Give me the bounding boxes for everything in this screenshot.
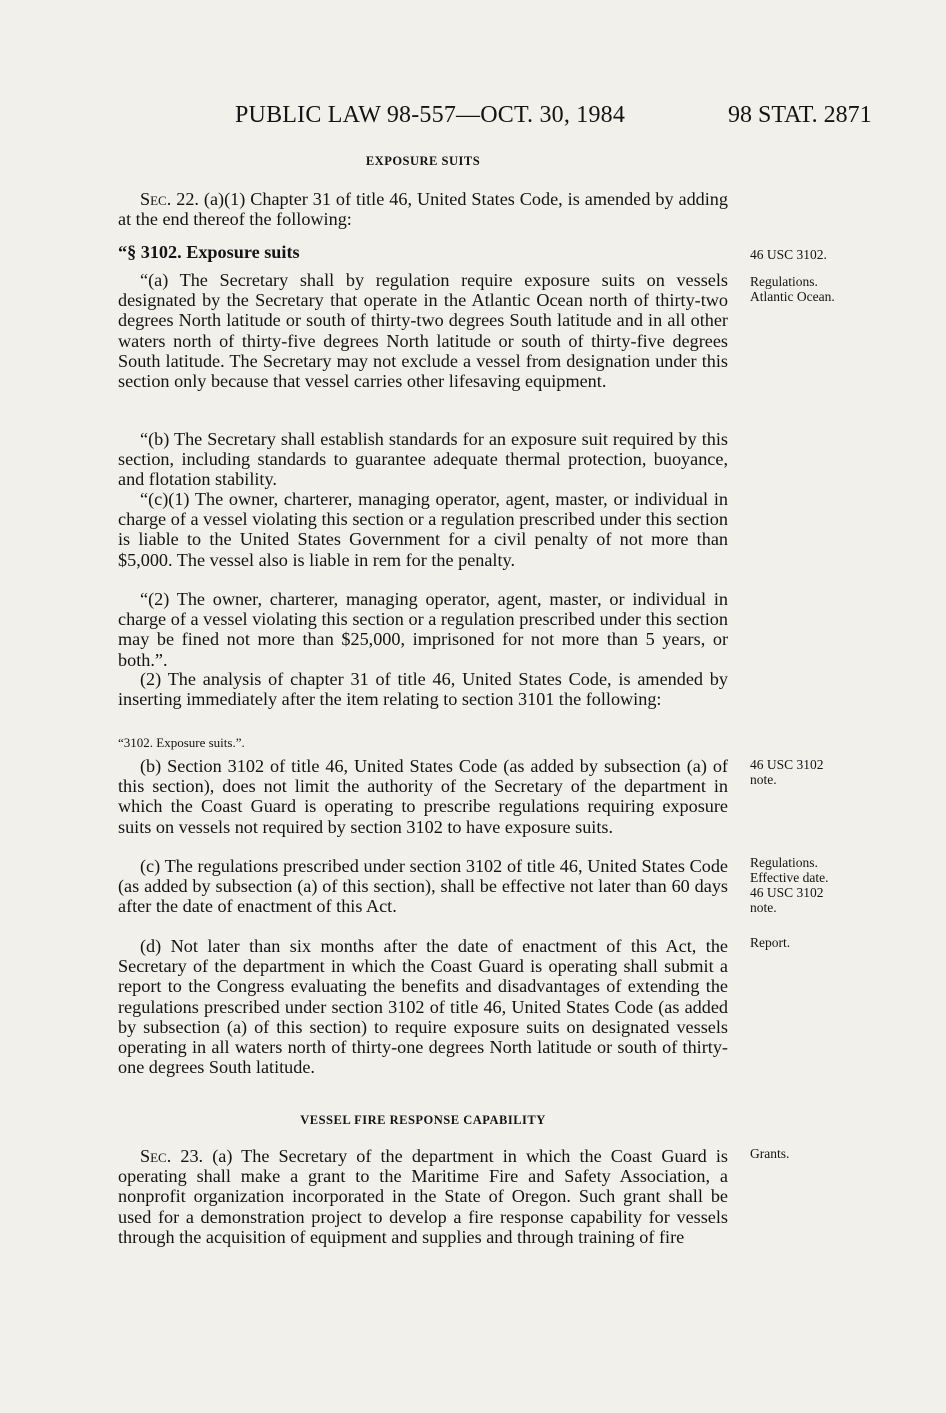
margin-note-text: 46 USC 3102 [750,757,824,772]
para-a2-block [118,669,728,709]
margin-note-text: 46 USC 3102 [750,885,824,900]
sec-label: Sec. [140,1146,172,1166]
sec-label: Sec. [140,189,172,209]
margin-note-usc-3102 [750,247,900,262]
para-a: “(a) The Secretary shall by regulation require exposure suits on vessels designated by the Secretary that operate in the Atlantic Ocean north of thirty-two degrees North latitude or south of thirty-two degrees South latitude and in all other waters north of thirty-five degrees North latitude or south of thirty-five degrees South latitude. The Secretary may not exclude a vessel from designation under this section only because that vessel carries other lifesaving equipment. [118,270,728,392]
exposure-section-body [118,189,728,229]
para-c1: “(c)(1) The owner, charterer, managing operator, agent, master, or individual in charge of a vessel violating this section or a regulation prescribed under this section is liable to the United States Government for a civil penalty of not more than $5,000. The vessel also is liable in rem for the penalty. [118,489,728,570]
para-c1-block [118,489,728,570]
margin-note-text: 46 USC 3102. [750,247,827,262]
margin-note-text: Regulations. [750,855,818,870]
para-a2: (2) The analysis of chapter 31 of title 46, United States Code, is amended by inserting immediately after the item relating to section 3101 the following: [118,669,728,710]
margin-note-text: Effective date. [750,870,829,885]
para-c2-block [118,589,728,670]
margin-note-usc-3102-note [750,757,900,787]
section-3102-title-block [118,242,728,262]
para-c2: “(2) The owner, charterer, managing operator, agent, master, or individual in charge of a vessel violating this section or a regulation prescribed under this section may be fined not more than $25,000, imprisoned for not more than 5 years, or both.”. [118,589,728,670]
para-sub-b-block [118,756,728,837]
para-b: “(b) The Secretary shall establish standards for an exposure suit required by this section, including standards to guarantee adequate thermal protection, buoyance, and flotation stability. [118,429,728,490]
para-sub-d-block [118,936,728,1077]
margin-note-text: Report. [750,935,791,950]
margin-note-regulations-effective [750,855,900,915]
margin-note-text: Grants. [750,1146,790,1161]
para-sub-b: (b) Section 3102 of title 46, United States Code (as added by subsection (a) of this section), does not limit the authority of the Secretary of the department in which the Coast Guard is operating to prescribe regulations requiring exposure suits on vessels not required by section 3102 to have exposure suits. [118,756,728,837]
running-header-page-number: 98 STAT. 2871 [728,102,872,128]
fire-section-body [118,1146,728,1247]
para-sub-d: (d) Not later than six months after the date of enactment of this Act, the Secretary of the department in which the Coast Guard is operating shall submit a report to the Congress evaluating the benefits and disadvantages of extending the regulations prescribed under section 3102 of title 46, United States Code (as added by subsection (a) of this section) to require exposure suits on designated vessels operating in all waters north of thirty-one degrees North latitude or south of thirty-one degrees South latitude. [118,936,728,1078]
margin-note-text: Regulations. [750,274,818,289]
section-heading-exposure-suits: EXPOSURE SUITS [365,154,481,168]
section-3102-title: “§ 3102. Exposure suits [118,242,300,262]
margin-note-regulations-atlantic [750,274,900,304]
sec-23-text [118,1146,728,1247]
sec-22-text: 22. (a)(1) Chapter 31 of title 46, United States Code, is amended by adding at the end thereof the following: [118,189,728,230]
sec-22-intro [118,189,728,229]
para-sub-c-block [118,856,728,917]
margin-note-report [750,935,900,950]
margin-note-text: note. [750,772,777,787]
item-line-block [118,733,728,753]
para-sub-c: (c) The regulations prescribed under section 3102 of title 46, United States Code (as added by subsection (a) of this section), shall be effective not later than 60 days after the date of enactment of this Act. [118,856,728,917]
para-b-block [118,429,728,490]
margin-note-text: note. [750,900,777,915]
margin-note-text: Atlantic Ocean. [750,289,835,304]
margin-note-grants [750,1146,900,1161]
running-header-title: PUBLIC LAW 98-557—OCT. 30, 1984 [235,102,626,128]
analysis-item-line: “3102. Exposure suits.”. [118,735,245,750]
section-heading-fire-response: VESSEL FIRE RESPONSE CAPABILITY [300,1113,546,1127]
sec-23-body: 23. (a) The Secretary of the department in which the Coast Guard is operating shall make a grant to the Maritime Fire and Safety Association, a nonprofit organization incorporated in the State of Oregon. Such grant shall be used for a demonstration project to develop a fire response capability for vessels through the acquisition of equipment and supplies and through training of fire [118,1146,728,1247]
para-a-block [118,270,728,391]
